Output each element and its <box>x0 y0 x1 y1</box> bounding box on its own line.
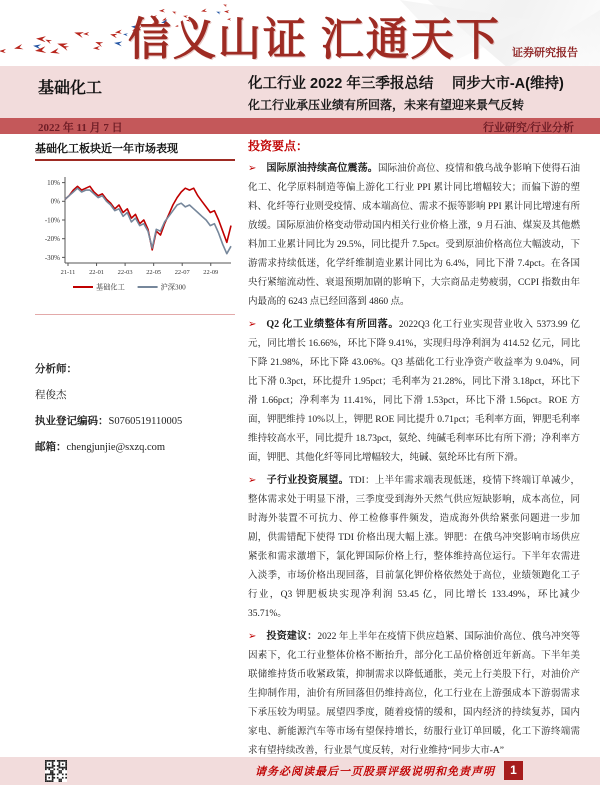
report-category: 行业研究/行业分析 <box>482 122 574 134</box>
svg-text:沪深300: 沪深300 <box>160 283 186 292</box>
sector-label: 基础化工 <box>38 80 103 97</box>
report-subtitle: 化工行业承压业绩有所回落，未来有望迎来景气反转 <box>248 98 525 112</box>
svg-text:22-09: 22-09 <box>203 269 219 276</box>
investment-points <box>248 137 580 757</box>
report-type-label: 证券研究报告 <box>512 47 578 59</box>
report-title: 化工行业 2022 年三季报总结 同步大市-A(维持) <box>248 76 564 92</box>
bullet-arrow-icon: ➢ <box>248 163 257 174</box>
svg-text:22-07: 22-07 <box>174 269 190 276</box>
svg-text:-10%: -10% <box>44 216 60 225</box>
footer <box>0 757 600 785</box>
svg-text:22-01: 22-01 <box>89 269 105 276</box>
svg-text:21-11: 21-11 <box>60 269 76 276</box>
performance-chart <box>35 171 235 310</box>
svg-text:-30%: -30% <box>44 253 60 262</box>
bullet-lead: Q2 化工业绩整体有所回落。 <box>266 319 399 330</box>
divider <box>35 314 235 315</box>
bullet-lead: 子行业投资展望。 <box>266 475 349 486</box>
svg-text:22-05: 22-05 <box>146 269 162 276</box>
analyst-license <box>35 409 241 435</box>
svg-text:0%: 0% <box>50 197 60 206</box>
analyst-block <box>35 357 241 461</box>
bullet-lead: 投资建议： <box>266 631 318 642</box>
bullet-text: 2022Q3 化工行业实现营业收入 5373.99 亿元，同比增长 16.66%，环比下降 9.41%，实现归母净利润为 414.52 亿元，同比下降 21.98%，环比下降 43.06%。Q3 基础化工行业净资产收益率为 9.04%，同比下滑 0.3pct，环比提升 1.95pct；毛利率为 21.28%，同比下滑 3.18pct，环比下滑 1.66pct；净利率为 11.41%，同比下滑 1.53pct，环比下滑 1.56pct。ROE 方面，钾肥维持 10%以上，钾肥 ROE 同比提升 0.71pct；毛利率方面，钾肥毛利率维持较高水平，同比提升 18.73pct，氨纶、纯碱毛利率环比有所下滑；净利率方面，钾肥、其他化纤等同比增幅较大，纯碱、氨纶环比有所下滑。 <box>248 320 580 463</box>
svg-text:22-03: 22-03 <box>117 269 133 276</box>
sidebar <box>35 140 241 461</box>
email-value: chengjunjie@sxzq.com <box>66 442 166 453</box>
analyst-name: 程俊杰 <box>35 390 67 401</box>
bullet-arrow-icon: ➢ <box>248 631 257 642</box>
bullet-paragraph <box>248 315 580 468</box>
bullet-arrow-icon: ➢ <box>248 475 257 486</box>
top-banner <box>0 0 600 66</box>
bullet-paragraph <box>248 627 580 757</box>
svg-text:基础化工: 基础化工 <box>96 283 125 292</box>
brand-logo: 信义山证 汇通天下 <box>128 16 501 66</box>
bullet-text: TDI：上半年需求端表现低迷，疫情下终端订单减少，整体需求处于明显下滑，三季度受到海外天然气供应短缺影响，成本高位，同时海外装置不可抗力、停工检修事件频发，造成海外供给紧张问题进一步加剧，供需错配下使得 TDI 价格出现大幅上涨。钾肥：在俄乌冲突影响市场供应紧张和需求激增下，氯化钾国际价格上行，整体维持高位运行。下半年农需进入淡季，市场价格出现回落，目前氯化钾价格依然处于高位，业绩领跑化工子行业，Q3 钾肥板块实现净利润 53.45 亿，同比增长 133.49%，环比减少 35.71%。 <box>248 476 580 619</box>
email-label: 邮箱： <box>35 442 67 453</box>
license-number: S0760519110005 <box>108 416 183 427</box>
footer-disclaimer: 请务必阅读最后一页股票评级说明和免责声明 <box>255 766 495 778</box>
points-heading: 投资要点： <box>248 139 309 153</box>
report-date: 2022 年 11 月 7 日 <box>38 122 123 134</box>
bullet-lead: 国际原油持续高位震荡。 <box>266 163 378 174</box>
bullet-arrow-icon: ➢ <box>248 319 257 330</box>
bullet-paragraph <box>248 471 580 624</box>
title-band <box>0 66 600 118</box>
bullet-text: 国际油价高位、疫情和俄乌战争影响下使得石油化工、化学原料制造等偏上游化工行业 PPI 累计同比增幅较大；而偏下游的塑料、化纤等行业则受疫情、成本端高位、需求不振等影响 PPI 累计同比增速有所放缓。国际原油价格变动带动国内相关行业价格上涨，9 月石油、煤炭及其他燃料加工业累计同比为 29.5%，同比提升 7.5pct。受到原油价格高位大幅波动，下游需求持续低迷，化学纤维制造业累计同比为 6.4%，同比下滑 7.4pct。在各国央行紧缩流动性、衰退预期加剧的影响下，大宗商品走势疲弱，CCPI 指数由年内最高的 6243 点已经回落到 4860 点。 <box>248 164 580 307</box>
analyst-email <box>35 435 241 461</box>
bullet-paragraph <box>248 159 580 312</box>
chart-title: 基础化工板块近一年市场表现 <box>35 140 235 161</box>
page-number: 1 <box>504 761 523 780</box>
svg-text:-20%: -20% <box>44 235 60 244</box>
analyst-label: 分析师： <box>35 364 77 375</box>
bullet-text: 2022 年上半年在疫情下供应趋紧、国际油价高位、俄乌冲突等因素下，化工行业整体价格不断抬升，部分化工品价格创近年新高。下半年美联储维持货币收紧政策，抑制需求以降低通胀，美元上行美股下行，对油价产生抑制作用，油价有所回落但仍维持高位，化工行业在上游强成本下游弱需求下承压较为明显。展望四季度，随着疫情的缓和，国内经济的持续复苏，国内家电、新能源汽车等市场有望保持增长，纺服行业订单回暖，化工下游终端需求有望持续改善，行业景气度反转，对行业维持“同步大市-A” <box>248 632 580 756</box>
svg-text:10%: 10% <box>47 179 60 188</box>
qr-code-icon <box>45 760 67 782</box>
license-label: 执业登记编码： <box>35 416 109 427</box>
date-bar <box>0 118 600 134</box>
